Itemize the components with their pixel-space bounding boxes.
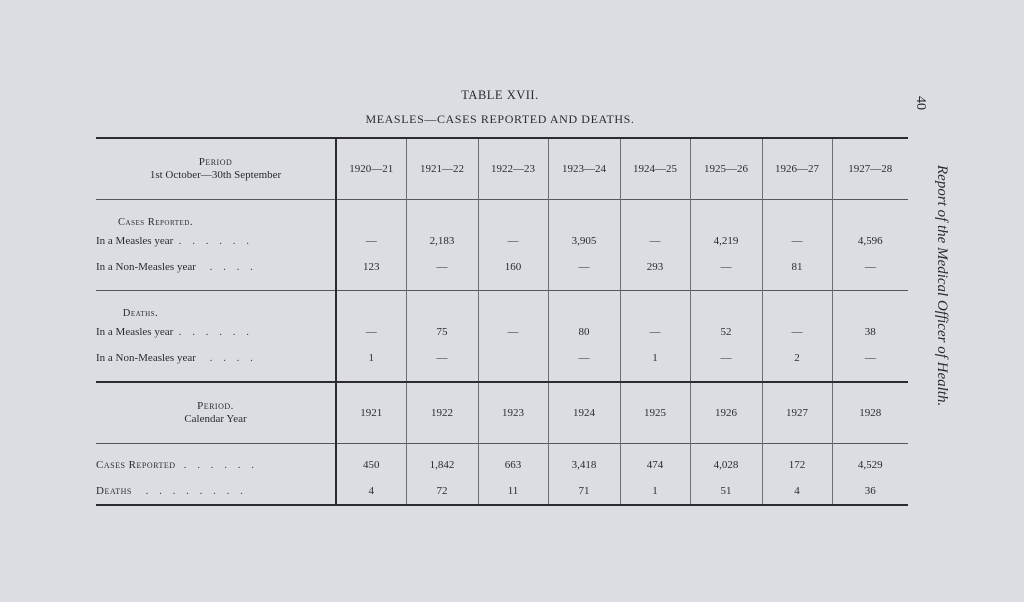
value-cell: — — [548, 254, 620, 280]
period-range: 1st October—30th September — [149, 169, 282, 181]
value-cell: 160 — [478, 254, 548, 280]
value-cell: 4,596 — [832, 228, 908, 254]
value-cell: 4 — [336, 478, 406, 505]
value-cell: — — [406, 254, 478, 280]
deaths-section-heading: Deaths. — [96, 291, 336, 320]
period-header-row — [96, 138, 908, 200]
deaths-section-heading-row — [96, 291, 908, 320]
row-label: In a Non-Measles year . . . . — [96, 352, 257, 364]
column-header: 1925—26 — [690, 138, 762, 200]
value-cell: 663 — [478, 444, 548, 479]
calendar-period-sub: Calendar Year — [184, 413, 247, 425]
value-cell: — — [762, 228, 832, 254]
column-header: 1924—25 — [620, 138, 690, 200]
value-cell: 3,905 — [548, 228, 620, 254]
calendar-header-row — [96, 382, 908, 444]
value-cell: 474 — [620, 444, 690, 479]
value-cell: — — [832, 345, 908, 371]
value-cell: 2 — [762, 345, 832, 371]
value-cell: 2,183 — [406, 228, 478, 254]
calendar-period-heading: Period. — [197, 400, 234, 412]
column-header: 1927 — [762, 382, 832, 444]
row-label: In a Measles year . . . . . . — [96, 235, 254, 247]
value-cell: 3,418 — [548, 444, 620, 479]
table-row — [96, 444, 908, 479]
row-label: Cases Reported . . . . . . — [96, 444, 336, 479]
value-cell: — — [406, 345, 478, 371]
value-cell: — — [478, 228, 548, 254]
value-cell: 80 — [548, 319, 620, 345]
value-cell: — — [832, 254, 908, 280]
value-cell: — — [690, 345, 762, 371]
value-cell: 450 — [336, 444, 406, 479]
column-header: 1927—28 — [832, 138, 908, 200]
value-cell: 123 — [336, 254, 406, 280]
table-row — [96, 478, 908, 505]
value-cell: 36 — [832, 478, 908, 505]
value-cell: 11 — [478, 478, 548, 505]
column-header: 1923 — [478, 382, 548, 444]
column-header: 1921—22 — [406, 138, 478, 200]
column-header: 1924 — [548, 382, 620, 444]
calendar-header-cell — [96, 382, 336, 444]
value-cell: — — [336, 319, 406, 345]
value-cell: 4,529 — [832, 444, 908, 479]
column-header: 1926 — [690, 382, 762, 444]
value-cell: 4,219 — [690, 228, 762, 254]
column-header: 1923—24 — [548, 138, 620, 200]
value-cell: 51 — [690, 478, 762, 505]
value-cell: 72 — [406, 478, 478, 505]
table-title: TABLE XVII. — [461, 88, 539, 102]
value-cell: 52 — [690, 319, 762, 345]
column-header: 1922—23 — [478, 138, 548, 200]
cases-section-heading-row — [96, 200, 908, 229]
value-cell: — — [478, 319, 548, 345]
cases-section-heading: Cases Reported. — [96, 200, 336, 229]
value-cell: 75 — [406, 319, 478, 345]
side-running-title: Report of the Medical Officer of Health. — [934, 165, 950, 407]
value-cell: 1,842 — [406, 444, 478, 479]
value-cell: 172 — [762, 444, 832, 479]
row-label: Deaths . . . . . . . . — [96, 478, 336, 505]
value-cell: 293 — [620, 254, 690, 280]
value-cell: — — [336, 228, 406, 254]
table-row — [96, 228, 908, 254]
table-subtitle: MEASLES—CASES REPORTED AND DEATHS. — [365, 112, 635, 126]
table-row — [96, 345, 908, 371]
table-row — [96, 254, 908, 280]
measles-table — [96, 137, 908, 506]
period-header-cell — [96, 138, 336, 200]
column-header: 1928 — [832, 382, 908, 444]
row-label: In a Measles year . . . . . . — [96, 326, 254, 338]
value-cell: — — [548, 345, 620, 371]
value-cell: — — [620, 319, 690, 345]
period-heading: Period — [198, 156, 233, 168]
value-cell: 1 — [620, 478, 690, 505]
value-cell: 81 — [762, 254, 832, 280]
value-cell: — — [762, 319, 832, 345]
value-cell: 4,028 — [690, 444, 762, 479]
value-cell: 38 — [832, 319, 908, 345]
column-header: 1921 — [336, 382, 406, 444]
value-cell: 1 — [620, 345, 690, 371]
column-header: 1922 — [406, 382, 478, 444]
value-cell: 71 — [548, 478, 620, 505]
column-header: 1926—27 — [762, 138, 832, 200]
column-header: 1925 — [620, 382, 690, 444]
value-cell: — — [620, 228, 690, 254]
column-header: 1920—21 — [336, 138, 406, 200]
row-label: In a Non-Measles year . . . . — [96, 261, 257, 273]
value-cell: 4 — [762, 478, 832, 505]
page-number: 40 — [913, 96, 928, 110]
value-cell: 1 — [336, 345, 406, 371]
value-cell: — — [690, 254, 762, 280]
value-cell — [478, 345, 548, 371]
table-row — [96, 319, 908, 345]
